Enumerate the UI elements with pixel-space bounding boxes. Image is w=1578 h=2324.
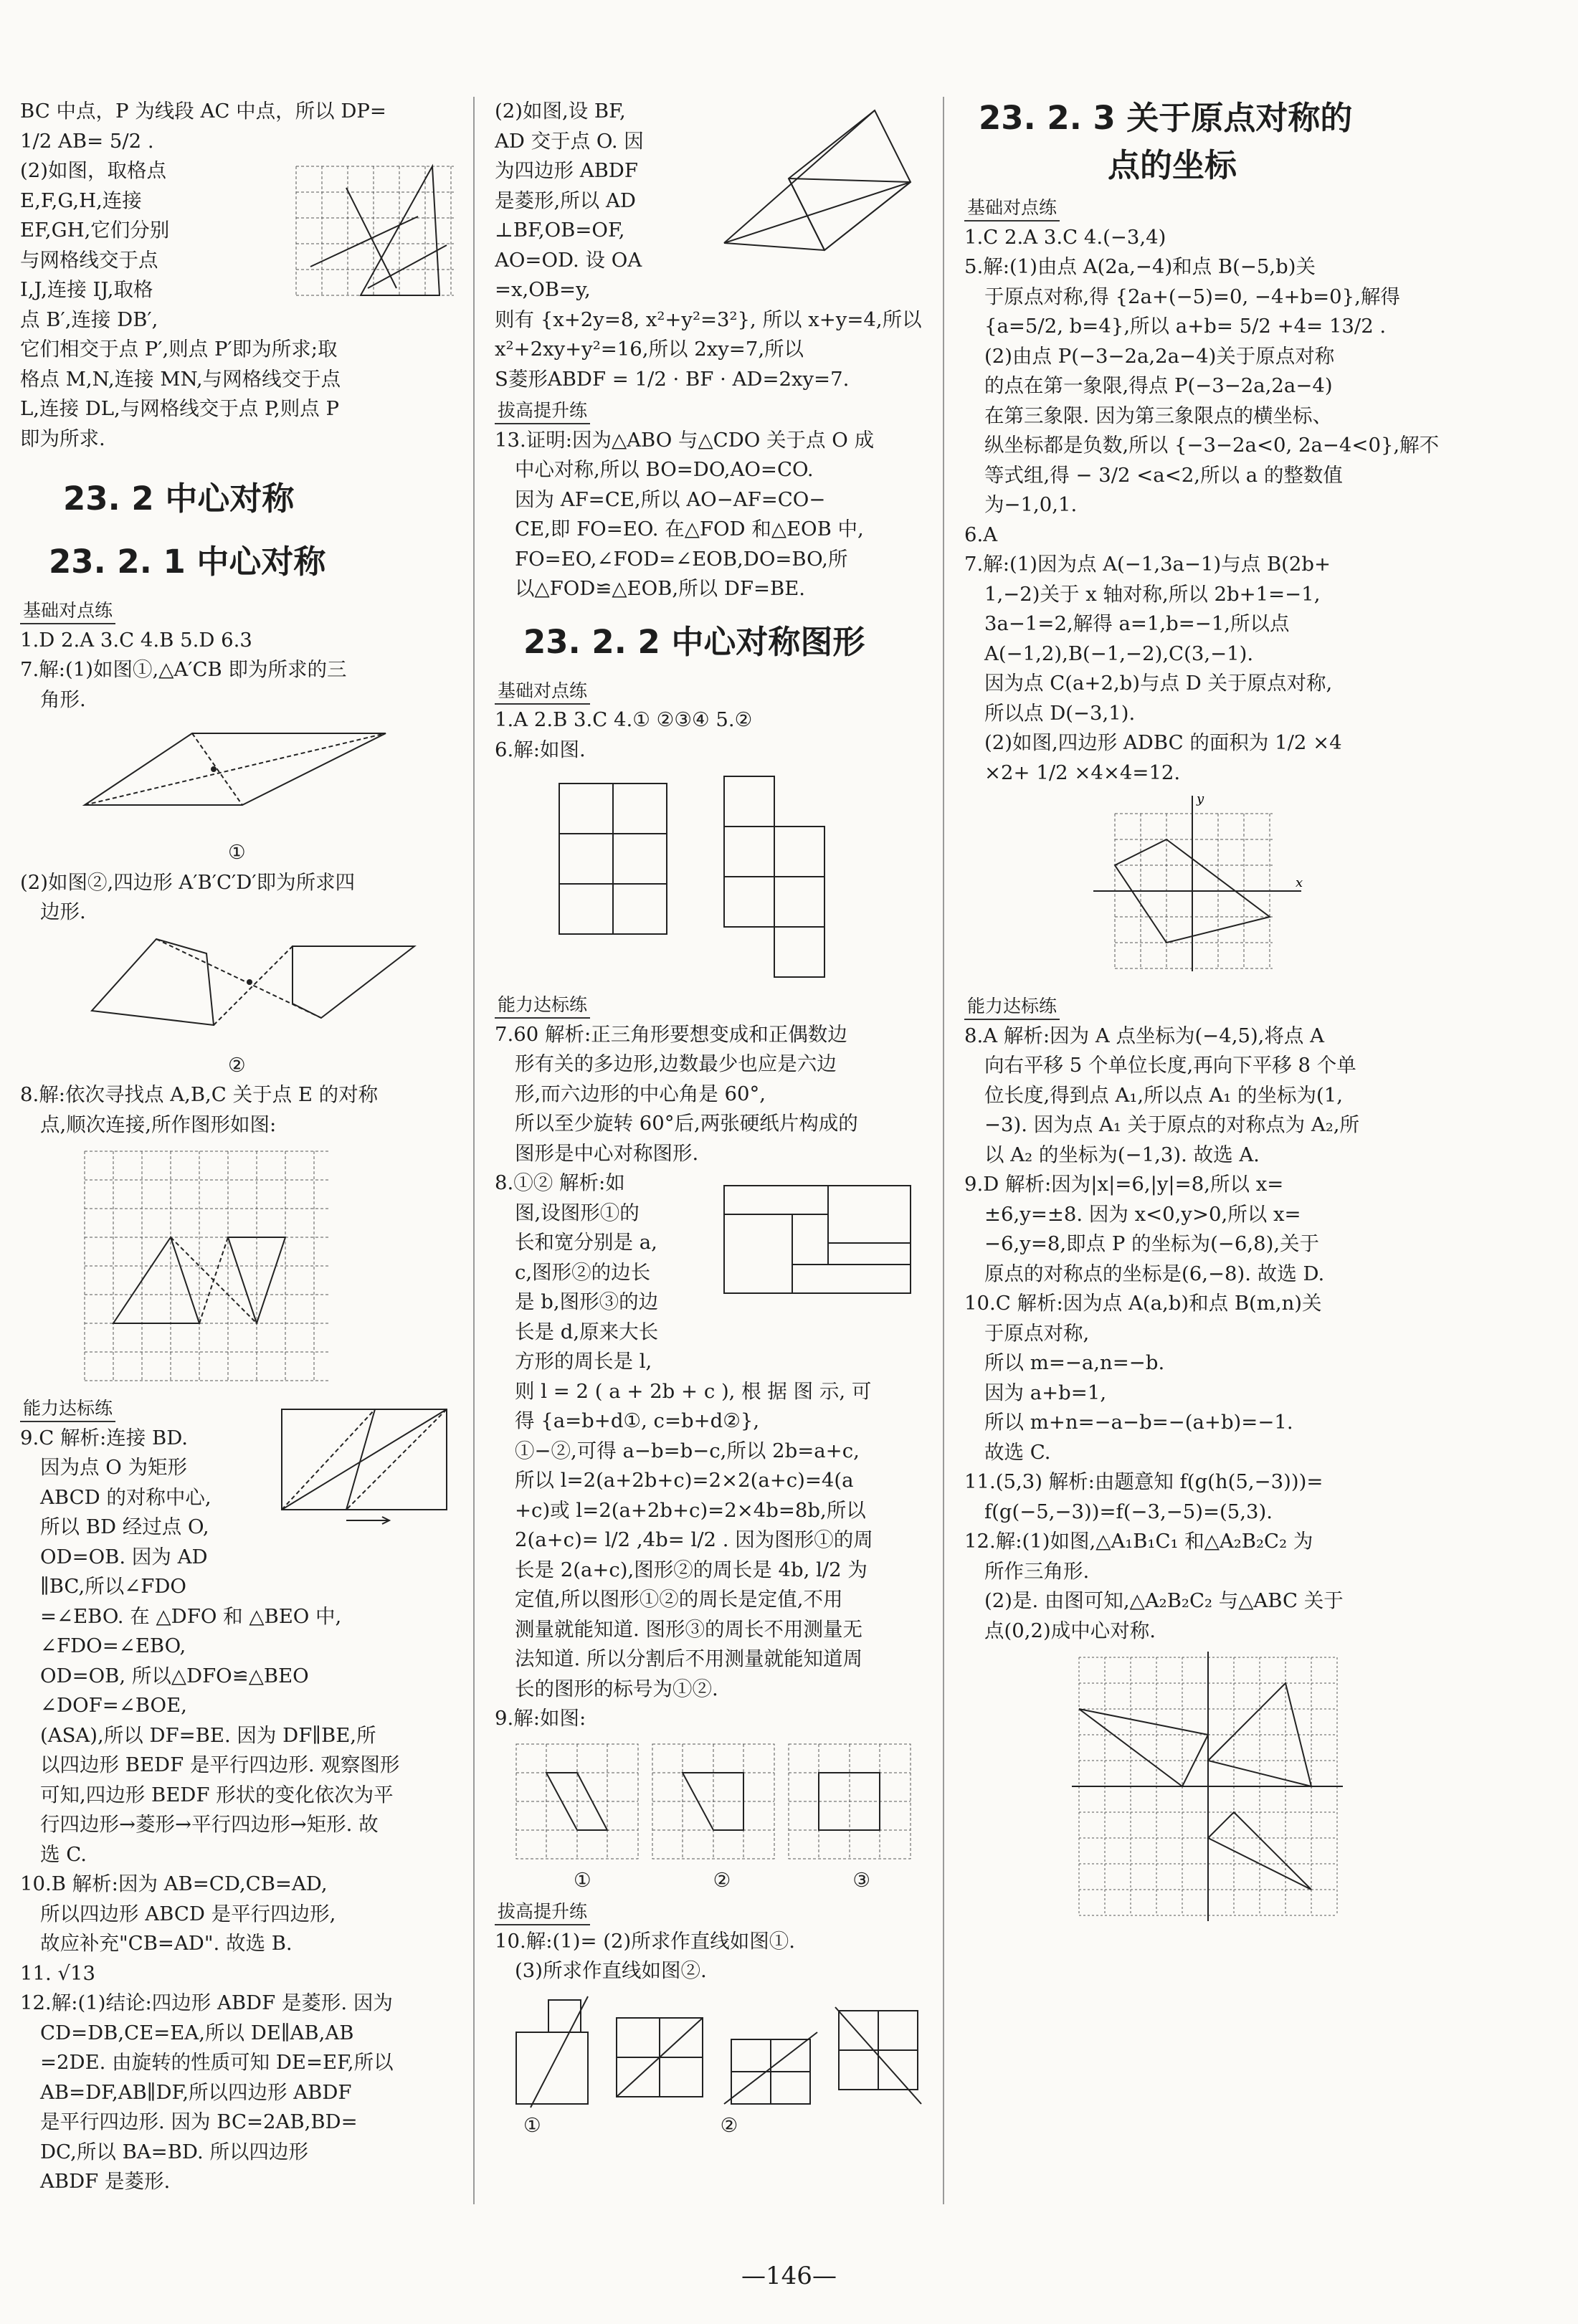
section-label: 能力达标练 xyxy=(20,1396,115,1422)
text-line: 5.解:(1)由点 A(2a,−4)和点 B(−5,b)关 xyxy=(964,255,1316,278)
text-line: x²+2xy+y²=16,所以 2xy=7,所以 xyxy=(495,338,804,361)
text-line: 3a−1=2,解得 a=1,b=−1,所以点 xyxy=(984,612,1290,635)
column-divider xyxy=(473,97,475,2204)
text-line: =2DE. 由旋转的性质可知 DE=EF,所以 xyxy=(40,2051,394,2074)
text-line: 13.证明:因为△ABO 与△CDO 关于点 O 成 xyxy=(495,428,875,452)
x-axis-label: x xyxy=(1296,875,1303,890)
text-line: 法知道. 所以分割后不用测量就能知道周 xyxy=(515,1647,862,1670)
figure-caption: ① xyxy=(574,1868,591,1892)
figure-rectangle-abcd xyxy=(267,1395,461,1531)
text-line: 是菱形,所以 AD xyxy=(495,189,636,212)
text-line: 等式组,得 − 3/2 <a<2,所以 a 的整数值 xyxy=(984,463,1343,487)
column-1 xyxy=(20,97,461,2197)
text-line: 测量就能知道. 图形③的周长不用测量无 xyxy=(515,1617,862,1641)
text-line: −3). 因为点 A₁ 关于原点的对称点为 A₂,所 xyxy=(984,1113,1359,1136)
text-line: (2)由点 P(−3−2a,2a−4)关于原点对称 xyxy=(984,344,1335,368)
text-line: 的点在第一象限,得点 P(−3−2a,2a−4) xyxy=(984,374,1333,397)
text-line: {a=5/2, b=4},所以 a+b= 5/2 +4= 13/2 . xyxy=(984,315,1387,338)
text-line: (ASA),所以 DF=BE. 因为 DF∥BE,所 xyxy=(40,1723,376,1747)
text-line: 则 l = 2 ( a + 2b + c ), 根 据 图 示, 可 xyxy=(515,1379,872,1403)
text-line: ①−②,可得 a−b=b−c,所以 2b=a+c, xyxy=(515,1439,860,1462)
page-number: —146— xyxy=(741,2262,837,2290)
text-line: 长和宽分别是 a, xyxy=(515,1231,657,1254)
text-line: 长的图形的标号为①②. xyxy=(515,1677,718,1700)
text-line: 8.解:依次寻找点 A,B,C 关于点 E 的对称 xyxy=(20,1083,379,1106)
section-label: 拔高提升练 xyxy=(495,399,590,424)
section-label: 基础对点练 xyxy=(495,679,590,705)
text-line: c,图形②的边长 xyxy=(515,1260,651,1284)
text-line: 10.C 解析:因为点 A(a,b)和点 B(m,n)关 xyxy=(964,1292,1322,1315)
figure-bisector-lines xyxy=(509,1989,925,2111)
text-line: 形有关的多边形,边数最少也应是六边 xyxy=(515,1052,837,1075)
text-line: ABCD 的对称中心, xyxy=(40,1485,211,1509)
text-line: 边形. xyxy=(40,900,86,923)
text-line: 以 A₂ 的坐标为(−1,3). 故选 A. xyxy=(984,1143,1260,1166)
text-line: 位长度,得到点 A₁,所以点 A₁ 的坐标为(1, xyxy=(984,1083,1343,1107)
text-line: 故选 C. xyxy=(984,1440,1051,1464)
text-line: 中心对称,所以 BO=DO,AO=CO. xyxy=(515,458,814,481)
column-divider xyxy=(943,97,944,2204)
text-line: A(−1,2),B(−1,−2),C(3,−1). xyxy=(984,642,1254,665)
text-line: f(g(−5,−3))=f(−3,−5)=(5,3). xyxy=(984,1500,1273,1523)
text-line: 故应补充"CB=AD". 故选 B. xyxy=(40,1932,293,1955)
text-line: 1/2 AB= 5/2 . xyxy=(20,129,154,153)
text-line: 因为点 O 为矩形 xyxy=(40,1456,188,1479)
text-line: 所作三角形. xyxy=(984,1559,1090,1583)
text-line: CD=DB,CE=EA,所以 DE∥AB,AB xyxy=(40,2021,354,2044)
text-line: (2)如图,四边形 ADBC 的面积为 1/2 ×4 xyxy=(984,731,1342,754)
text-line: FO=EO,∠FOD=∠EOB,DO=BO,所 xyxy=(515,547,848,571)
text-line: 形,而六边形的中心角是 60°, xyxy=(515,1082,766,1105)
subsection-title-continued: 点的坐标 xyxy=(1108,146,1237,184)
text-line: (2)如图②,四边形 A′B′C′D′即为所求四 xyxy=(20,870,356,894)
text-line: 选 C. xyxy=(40,1842,87,1866)
text-line: 以四边形 BEDF 是平行四边形. 观察图形 xyxy=(40,1753,400,1776)
subsection-title: 23. 2. 3 关于原点对称的 xyxy=(979,99,1353,137)
text-line: 1,−2)关于 x 轴对称,所以 2b+1=−1, xyxy=(984,582,1321,606)
text-line: OD=OB. 因为 AD xyxy=(40,1545,208,1568)
text-line: 所以 BD 经过点 O, xyxy=(40,1515,209,1538)
text-line: 原点的对称点的坐标是(6,−8). 故选 D. xyxy=(984,1262,1325,1285)
figure-rhombus-abdf xyxy=(717,100,925,265)
text-line: +c)或 l=2(a+2b+c)=2×4b=8b,所以 xyxy=(515,1498,866,1522)
text-line: 则有 {x+2y=8, x²+y²=3²}, 所以 x+y=4,所以 xyxy=(495,308,922,331)
text-line: 行四边形→菱形→平行四边形→矩形. 故 xyxy=(40,1813,379,1836)
text-line: 点,顺次连接,所作图形如图: xyxy=(40,1113,277,1136)
text-line: ±6,y=±8. 因为 x<0,y>0,所以 x= xyxy=(984,1202,1301,1226)
column-2 xyxy=(495,97,925,2140)
figure-grid-trapezoids xyxy=(509,1737,918,1866)
subsection-title: 23. 2. 1 中心对称 xyxy=(49,543,326,581)
text-line: 2(a+c)= l/2 ,4b= l/2 . 因为图形①的周 xyxy=(515,1528,873,1551)
section-label: 能力达标练 xyxy=(495,993,590,1019)
figure-caption: ② xyxy=(713,1868,731,1892)
text-line: 长是 2(a+c),图形②的周长是 4b, l/2 为 xyxy=(515,1558,868,1581)
text-line: 角形. xyxy=(40,687,86,711)
text-line: 与网格线交于点 xyxy=(20,248,158,272)
figure-coordinate-adbc xyxy=(1093,792,1308,986)
text-line: I,J,连接 IJ,取格 xyxy=(20,278,153,301)
grid-figure-p xyxy=(289,159,461,324)
text-line: −6,y=8,即点 P 的坐标为(−6,8),关于 xyxy=(984,1232,1320,1255)
text-line: 9.C 解析:连接 BD. xyxy=(20,1426,189,1449)
figure-quadrilateral-2 xyxy=(77,932,436,1047)
text-line: 于原点对称, xyxy=(984,1321,1090,1345)
text-line: 向右平移 5 个单位长度,再向下平移 8 个单 xyxy=(984,1054,1356,1077)
text-line: 点 B′,连接 DB′, xyxy=(20,308,158,331)
text-line: 图形是中心对称图形. xyxy=(515,1141,699,1165)
text-line: 以△FOD≌△EOB,所以 DF=BE. xyxy=(515,577,806,600)
text-line: 纵坐标都是负数,所以 {−3−2a<0, 2a−4<0},解不 xyxy=(984,434,1440,457)
section-label: 拔高提升练 xyxy=(495,1900,590,1925)
figure-parallelogram-1 xyxy=(77,719,407,834)
subsection-title: 23. 2. 2 中心对称图形 xyxy=(523,622,865,661)
text-line: 图,设图形①的 xyxy=(515,1201,640,1224)
text-line: 是平行四边形. 因为 BC=2AB,BD= xyxy=(40,2110,358,2133)
grid-figure-symmetric xyxy=(77,1144,336,1388)
text-line: 所以 m=−a,n=−b. xyxy=(984,1351,1165,1374)
text-line: 11.(5,3) 解析:由题意知 f(g(h(5,−3)))= xyxy=(964,1470,1323,1493)
text-line: 8.①② 解析:如 xyxy=(495,1171,625,1194)
section-label: 基础对点练 xyxy=(20,599,115,624)
text-line: 在第三象限. 因为第三象限点的横坐标、 xyxy=(984,404,1332,427)
text-line: L,连接 DL,与网格线交于点 P,则点 P xyxy=(20,397,339,420)
figure-caption: ② xyxy=(228,1053,246,1077)
text-line: S菱形ABDF = 1/2 · BF · AD=2xy=7. xyxy=(495,367,850,391)
text-line: 7.60 解析:正三角形要想变成和正偶数边 xyxy=(495,1022,847,1046)
y-axis-label: y xyxy=(1197,792,1204,806)
text-line: 10.解:(1)= (2)所求作直线如图①. xyxy=(495,1929,795,1953)
text-line: 为四边形 ABDF xyxy=(495,159,638,182)
text-line: 因为 a+b=1, xyxy=(984,1381,1107,1404)
text-line: (2)如图,设 BF, xyxy=(495,100,626,123)
text-line: (3)所求作直线如图②. xyxy=(515,1959,707,1982)
text-line: (2)是. 由图可知,△A₂B₂C₂ 与△ABC 关于 xyxy=(984,1589,1344,1612)
section-label: 能力达标练 xyxy=(964,994,1060,1020)
text-line: AO=OD. 设 OA xyxy=(495,248,642,272)
text-line: AD 交于点 O. 因 xyxy=(495,129,644,153)
text-line: 因为点 C(a+2,b)与点 D 关于原点对称, xyxy=(984,672,1333,695)
text-line: 所以 l=2(a+2b+c)=2×2(a+c)=4(a xyxy=(515,1469,854,1492)
text-line: 8.A 解析:因为 A 点坐标为(−4,5),将点 A xyxy=(964,1024,1325,1047)
answer-line: 1.D 2.A 3.C 4.B 5.D 6.3 xyxy=(20,628,252,652)
column-3 xyxy=(964,97,1559,1927)
text-line: 12.解:(1)如图,△A₁B₁C₁ 和△A₂B₂C₂ 为 xyxy=(964,1530,1313,1553)
figure-rectangle-partition xyxy=(710,1171,925,1315)
text-line: EF,GH,它们分别 xyxy=(20,219,170,242)
section-title: 23. 2 中心对称 xyxy=(63,480,295,518)
text-line: ABDF 是菱形. xyxy=(40,2170,171,2193)
text-line: 7.解:(1)如图①,△A′CB 即为所求的三 xyxy=(20,658,347,681)
text-line: 格点 M,N,连接 MN,与网格线交于点 xyxy=(20,367,341,391)
text-line: 方形的周长是 l, xyxy=(515,1350,652,1373)
text-line: ⊥BF,OB=OF, xyxy=(495,219,625,242)
text-line: 9.解:如图: xyxy=(495,1707,586,1730)
text-line: ∠FDO=∠EBO, xyxy=(40,1634,186,1657)
text-line: 是 b,图形③的边 xyxy=(515,1290,659,1313)
text-line: 得 {a=b+d①, c=b+d②}, xyxy=(515,1409,760,1432)
text-line: 所以 m+n=−a−b=−(a+b)=−1. xyxy=(984,1411,1293,1434)
text-line: OD=OB, 所以△DFO≌△BEO xyxy=(40,1664,309,1687)
text-line: ×2+ 1/2 ×4×4=12. xyxy=(984,761,1181,784)
figure-coordinate-triangles xyxy=(1072,1650,1344,1923)
answer-line: 1.C 2.A 3.C 4.(−3,4) xyxy=(964,225,1166,249)
text-line: 即为所求. xyxy=(20,427,105,450)
text-line: 定值,所以图形①②的周长是定值,不用 xyxy=(515,1588,843,1611)
text-line: =∠EBO. 在 △DFO 和 △BEO 中, xyxy=(40,1604,342,1628)
figure-caption-row xyxy=(574,1866,925,1896)
text-line: 6.解:如图. xyxy=(495,738,586,761)
text-line: E,F,G,H,连接 xyxy=(20,189,142,212)
text-line: 所以至少旋转 60°后,两张硬纸片构成的 xyxy=(515,1112,858,1135)
section-label: 基础对点练 xyxy=(964,196,1060,222)
text-line: DC,所以 BA=BD. 所以四边形 xyxy=(40,2140,308,2163)
text-line: =x,OB=y, xyxy=(495,278,591,301)
figure-caption-row xyxy=(523,2111,925,2141)
text-line: 于原点对称,得 {2a+(−5)=0, −4+b=0},解得 xyxy=(984,285,1400,308)
text-line: 11. √13 xyxy=(20,1961,95,1985)
text-line: 所以点 D(−3,1). xyxy=(984,701,1136,725)
text-line: 9.D 解析:因为|x|=6,|y|=8,所以 x= xyxy=(964,1173,1284,1196)
text-line: 7.解:(1)因为点 A(−1,3a−1)与点 B(2b+ xyxy=(964,553,1331,576)
answer-line: 1.A 2.B 3.C 4.① ②③④ 5.② xyxy=(495,708,753,731)
text-line: 因为 AF=CE,所以 AO−AF=CO− xyxy=(515,487,826,511)
text-line: 10.B 解析:因为 AB=CD,CB=AD, xyxy=(20,1872,328,1895)
text-line: 长是 d,原来大长 xyxy=(515,1320,659,1343)
figure-caption: ① xyxy=(228,841,246,864)
text-line: 6.A xyxy=(964,523,998,546)
text-line: AB=DF,AB∥DF,所以四边形 ABDF xyxy=(40,2080,352,2104)
figure-grid-shapes xyxy=(552,769,868,984)
figure-caption: ① xyxy=(523,2113,541,2137)
text-line: ∥BC,所以∠FDO xyxy=(40,1575,186,1598)
text-line: CE,即 FO=EO. 在△FOD 和△EOB 中, xyxy=(515,518,864,540)
text-line: 可知,四边形 BEDF 形状的变化依次为平 xyxy=(40,1783,394,1806)
text-line: 为−1,0,1. xyxy=(984,493,1078,516)
text-line: 所以四边形 ABCD 是平行四边形, xyxy=(40,1902,336,1925)
text-line: 点(0,2)成中心对称. xyxy=(984,1619,1156,1642)
text-line: 12.解:(1)结论:四边形 ABDF 是菱形. 因为 xyxy=(20,1991,393,2014)
figure-caption: ② xyxy=(720,2113,738,2137)
figure-caption: ③ xyxy=(852,1868,870,1892)
text-line: ∠DOF=∠BOE, xyxy=(40,1694,187,1717)
text-line: 它们相交于点 P′,则点 P′即为所求;取 xyxy=(20,338,338,361)
text-line: BC 中点，P 为线段 AC 中点，所以 DP= xyxy=(20,100,386,123)
text-line: (2)如图，取格点 xyxy=(20,159,166,182)
